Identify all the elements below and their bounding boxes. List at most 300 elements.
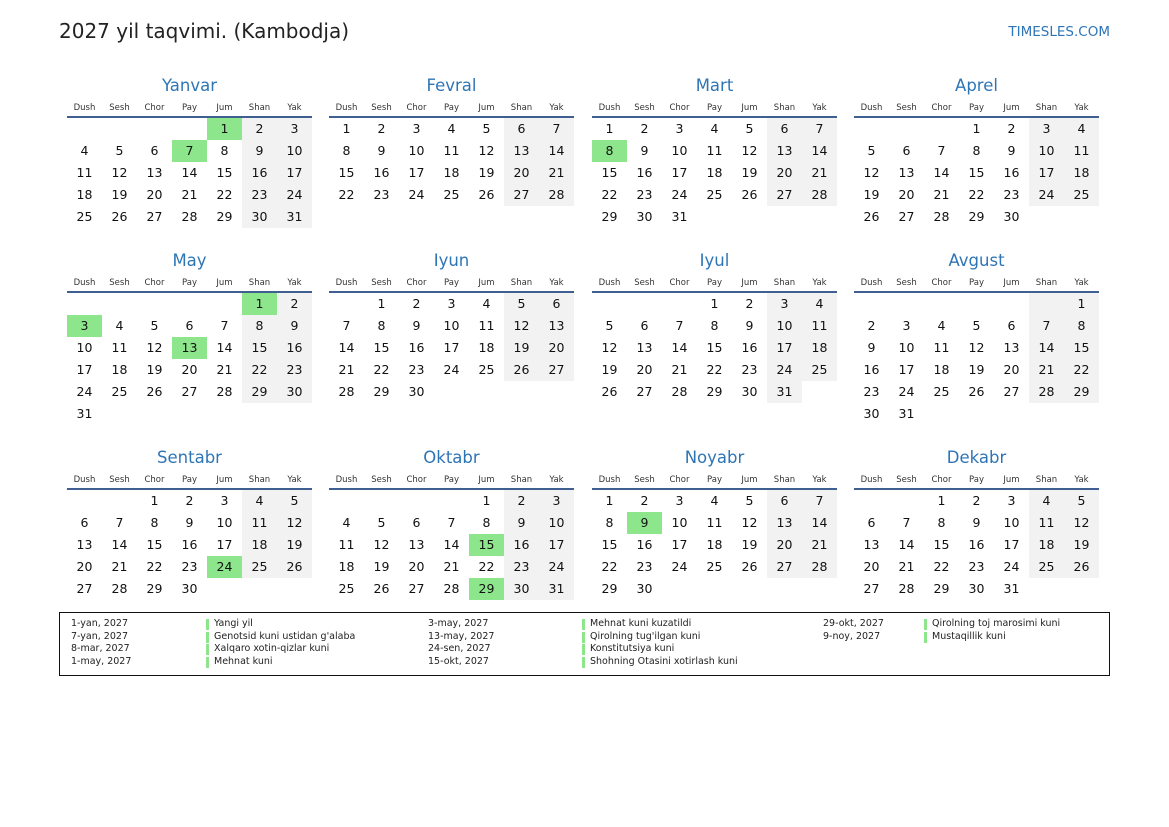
day-cell: 29 (601, 581, 618, 596)
day-cell: 15 (601, 165, 618, 180)
month-calendar (592, 245, 837, 403)
day-cell: 24 (671, 187, 688, 202)
day-cell: 20 (76, 559, 93, 574)
day-cell: 30 (636, 209, 653, 224)
day-cell: 12 (277, 512, 312, 534)
month-calendar (67, 442, 312, 600)
empty-cell (732, 578, 767, 600)
day-cell: 8 (605, 515, 614, 530)
empty-cell (767, 578, 802, 600)
day-cell: 2 (640, 493, 649, 508)
day-cell: 16 (968, 537, 985, 552)
day-cell: 24 (767, 359, 802, 381)
day-cell: 30 (242, 206, 277, 228)
week-row (854, 512, 1099, 534)
day-cell: 4 (1029, 490, 1064, 512)
empty-cell (137, 293, 172, 315)
month-name: Mart (695, 76, 734, 95)
holiday-date: 3-may, 2027 (428, 618, 489, 629)
holiday-name: Mehnat kuni kuzatildi (582, 618, 691, 631)
day-cell: 12 (863, 165, 880, 180)
weekday-label: Jum (478, 278, 495, 288)
empty-cell (1029, 403, 1064, 425)
day-cell: 30 (408, 384, 425, 399)
day-cell: 22 (706, 362, 723, 377)
day-cell: 20 (408, 559, 425, 574)
holiday-date: 7-yan, 2027 (71, 630, 128, 642)
day-cell: 14 (443, 537, 460, 552)
week-row (592, 140, 837, 162)
day-cell: 14 (671, 340, 688, 355)
day-cell: 7 (802, 490, 837, 512)
day-cell: 10 (443, 318, 460, 333)
day-cell: 9 (1007, 143, 1016, 158)
holiday-date: 1-may, 2027 (71, 656, 132, 668)
empty-cell (102, 118, 137, 140)
day-cell: 13 (504, 140, 539, 162)
day-cell: 10 (671, 143, 688, 158)
weekday-label: Dush (860, 278, 883, 288)
empty-cell (959, 293, 994, 315)
week-row (592, 359, 837, 381)
day-cell: 9 (972, 515, 981, 530)
day-cell: 26 (146, 384, 163, 399)
day-cell: 25 (1029, 556, 1064, 578)
day-cell: 15 (706, 340, 723, 355)
day-cell: 18 (76, 187, 93, 202)
day-cell: 25 (338, 581, 355, 596)
day-cell: 6 (185, 318, 194, 333)
weekday-label: Sesh (371, 103, 392, 113)
day-cell: 31 (767, 381, 802, 403)
day-cell: 16 (242, 162, 277, 184)
day-cell: 20 (146, 187, 163, 202)
weekday-label: Dush (860, 103, 883, 113)
empty-cell (662, 578, 697, 600)
week-row (854, 534, 1099, 556)
day-cell: 21 (443, 559, 460, 574)
day-cell: 23 (373, 187, 390, 202)
day-cell: 7 (902, 515, 911, 530)
weekday-header (854, 275, 1099, 293)
day-cell: 6 (80, 515, 89, 530)
day-cell: 16 (636, 537, 653, 552)
day-cell: 1 (972, 121, 981, 136)
weekday-header (67, 100, 312, 118)
day-cell: 24 (443, 362, 460, 377)
week-row (592, 162, 837, 184)
empty-cell (802, 206, 837, 228)
month-name: Sentabr (157, 448, 222, 467)
weekday-label: Yak (549, 278, 564, 288)
day-cell: 1 (605, 493, 614, 508)
day-cell: 8 (482, 515, 491, 530)
day-cell: 9 (412, 318, 421, 333)
weekday-label: Shan (510, 475, 533, 485)
day-cell: 10 (671, 515, 688, 530)
day-cell: 29 (373, 384, 390, 399)
week-row (592, 118, 837, 140)
week-row (854, 184, 1099, 206)
weekday-header (592, 275, 837, 293)
day-cell: 3 (539, 490, 574, 512)
day-cell: 7 (115, 515, 124, 530)
day-cell: 15 (146, 537, 163, 552)
weekday-label: Chor (931, 278, 952, 288)
empty-cell (504, 381, 539, 403)
week-row (592, 293, 837, 315)
day-cell: 4 (242, 490, 277, 512)
day-cell: 2 (412, 296, 421, 311)
day-cell: 21 (671, 362, 688, 377)
day-cell: 16 (181, 537, 198, 552)
day-cell: 19 (741, 537, 758, 552)
day-cell: 8 (220, 143, 229, 158)
day-cell: 2 (1007, 121, 1016, 136)
day-cell: 11 (111, 340, 128, 355)
day-cell: 1 (377, 296, 386, 311)
day-cell: 9 (745, 318, 754, 333)
holiday-name: Qirolning tug'ilgan kuni (582, 631, 700, 644)
day-cell: 28 (898, 581, 915, 596)
weekday-label: Yak (287, 103, 302, 113)
day-cell: 8 (150, 515, 159, 530)
weekday-label: Chor (406, 278, 427, 288)
day-cell: 16 (741, 340, 758, 355)
day-cell: 2 (377, 121, 386, 136)
weekday-label: Dush (73, 278, 96, 288)
day-cell: 3 (902, 318, 911, 333)
day-cell: 28 (671, 384, 688, 399)
day-cell: 19 (741, 165, 758, 180)
day-cell: 8 (1064, 315, 1099, 337)
day-cell: 13 (898, 165, 915, 180)
empty-cell (802, 381, 837, 403)
day-cell: 25 (443, 187, 460, 202)
weekday-label: Jum (1003, 103, 1020, 113)
day-cell: 13 (408, 537, 425, 552)
day-cell: 18 (706, 165, 723, 180)
empty-cell (627, 293, 662, 315)
day-cell: 25 (76, 209, 93, 224)
week-row (329, 118, 574, 140)
day-cell: 21 (111, 559, 128, 574)
month-name: May (172, 251, 207, 270)
empty-cell (67, 118, 102, 140)
day-cell: 1 (482, 493, 491, 508)
day-cell: 19 (863, 187, 880, 202)
day-cell: 26 (504, 359, 539, 381)
weekday-label: Jum (741, 103, 758, 113)
holiday-day-cell: 8 (592, 140, 627, 162)
month-calendar (329, 442, 574, 600)
empty-cell (994, 293, 1029, 315)
day-cell: 10 (767, 315, 802, 337)
week-row (329, 315, 574, 337)
month-name: Dekabr (946, 448, 1007, 467)
day-cell: 17 (1003, 537, 1020, 552)
day-cell: 18 (706, 537, 723, 552)
empty-cell (1064, 578, 1099, 600)
holiday-date: 1-yan, 2027 (71, 618, 128, 629)
week-row (67, 490, 312, 512)
day-cell: 12 (741, 515, 758, 530)
day-cell: 17 (767, 337, 802, 359)
weekday-label: Dush (335, 103, 358, 113)
month-calendar (67, 70, 312, 228)
day-cell: 17 (898, 362, 915, 377)
day-cell: 28 (802, 556, 837, 578)
day-cell: 28 (181, 209, 198, 224)
holiday-day-cell: 9 (627, 512, 662, 534)
empty-cell (137, 118, 172, 140)
weekday-label: Pay (969, 475, 984, 485)
day-cell: 5 (1064, 490, 1099, 512)
day-cell: 27 (767, 556, 802, 578)
weekday-label: Jum (478, 103, 495, 113)
day-cell: 27 (504, 184, 539, 206)
day-cell: 10 (277, 140, 312, 162)
empty-cell (732, 206, 767, 228)
day-cell: 2 (745, 296, 754, 311)
weekday-label: Pay (182, 103, 197, 113)
weekday-label: Pay (182, 278, 197, 288)
day-cell: 3 (1007, 493, 1016, 508)
day-cell: 19 (1064, 534, 1099, 556)
day-cell: 29 (601, 209, 618, 224)
day-cell: 28 (111, 581, 128, 596)
day-cell: 26 (111, 209, 128, 224)
month-name: Iyul (699, 251, 730, 270)
day-cell: 25 (478, 362, 495, 377)
weekday-label: Yak (1074, 475, 1089, 485)
day-cell: 14 (898, 537, 915, 552)
day-cell: 15 (933, 537, 950, 552)
day-cell: 12 (741, 143, 758, 158)
day-cell: 17 (216, 537, 233, 552)
holiday-name: Yangi yil (206, 618, 253, 631)
empty-cell (1064, 403, 1099, 425)
weekday-label: Pay (707, 475, 722, 485)
day-cell: 20 (1003, 362, 1020, 377)
day-cell: 23 (277, 359, 312, 381)
week-row (854, 381, 1099, 403)
month-name: Avgust (948, 251, 1005, 270)
empty-cell (329, 490, 364, 512)
month-calendar (329, 245, 574, 403)
day-cell: 20 (898, 187, 915, 202)
week-row (67, 381, 312, 403)
day-cell: 19 (504, 337, 539, 359)
day-cell: 22 (601, 187, 618, 202)
day-cell: 17 (671, 537, 688, 552)
day-cell: 26 (1064, 556, 1099, 578)
day-cell: 29 (1064, 381, 1099, 403)
day-cell: 15 (373, 340, 390, 355)
week-row (329, 162, 574, 184)
day-cell: 26 (478, 187, 495, 202)
weekday-label: Shan (248, 103, 271, 113)
weekday-label: Dush (598, 475, 621, 485)
holiday-date: 24-sen, 2027 (428, 643, 491, 655)
week-row (854, 337, 1099, 359)
day-cell: 23 (863, 384, 880, 399)
day-cell: 12 (968, 340, 985, 355)
weekday-label: Shan (1035, 278, 1058, 288)
week-row (329, 337, 574, 359)
day-cell: 5 (115, 143, 124, 158)
day-cell: 24 (277, 184, 312, 206)
day-cell: 20 (767, 534, 802, 556)
day-cell: 11 (933, 340, 950, 355)
day-cell: 27 (181, 384, 198, 399)
day-cell: 11 (76, 165, 93, 180)
day-cell: 2 (185, 493, 194, 508)
day-cell: 5 (605, 318, 614, 333)
day-cell: 27 (1003, 384, 1020, 399)
day-cell: 10 (76, 340, 93, 355)
day-cell: 2 (504, 490, 539, 512)
day-cell: 9 (504, 512, 539, 534)
week-row (329, 359, 574, 381)
holiday-name: Mehnat kuni (206, 656, 273, 669)
holiday-name: Qirolning toj marosimi kuni (924, 618, 1060, 631)
day-cell: 26 (277, 556, 312, 578)
weekday-header (67, 275, 312, 293)
day-cell: 6 (150, 143, 159, 158)
day-cell: 29 (933, 581, 950, 596)
weekday-label: Sesh (634, 103, 655, 113)
weekday-label: Sesh (896, 278, 917, 288)
day-cell: 23 (636, 559, 653, 574)
day-cell: 5 (745, 493, 754, 508)
empty-cell (399, 490, 434, 512)
day-cell: 22 (1064, 359, 1099, 381)
day-cell: 11 (338, 537, 355, 552)
day-cell: 11 (1029, 512, 1064, 534)
day-cell: 30 (1003, 209, 1020, 224)
day-cell: 31 (76, 406, 93, 421)
weekday-label: Jum (216, 278, 233, 288)
day-cell: 31 (898, 406, 915, 421)
day-cell: 6 (767, 490, 802, 512)
empty-cell (469, 381, 504, 403)
weekday-label: Sesh (896, 475, 917, 485)
weekday-label: Yak (812, 475, 827, 485)
day-cell: 31 (539, 578, 574, 600)
day-cell: 19 (111, 187, 128, 202)
day-cell: 23 (1003, 187, 1020, 202)
weekday-label: Sesh (109, 103, 130, 113)
day-cell: 24 (76, 384, 93, 399)
day-cell: 25 (706, 559, 723, 574)
weekday-label: Shan (1035, 475, 1058, 485)
day-cell: 24 (1029, 184, 1064, 206)
day-cell: 10 (1003, 515, 1020, 530)
day-cell: 2 (242, 118, 277, 140)
day-cell: 14 (1029, 337, 1064, 359)
day-cell: 30 (863, 406, 880, 421)
day-cell: 5 (277, 490, 312, 512)
day-cell: 21 (933, 187, 950, 202)
day-cell: 23 (968, 559, 985, 574)
day-cell: 25 (933, 384, 950, 399)
day-cell: 1 (1064, 293, 1099, 315)
holiday-name: Genotsid kuni ustidan g'alaba (206, 631, 355, 644)
day-cell: 23 (181, 559, 198, 574)
week-row (329, 293, 574, 315)
day-cell: 8 (377, 318, 386, 333)
week-row (592, 578, 837, 600)
empty-cell (277, 403, 312, 425)
empty-cell (889, 293, 924, 315)
month-calendar (854, 70, 1099, 228)
day-cell: 17 (76, 362, 93, 377)
day-cell: 14 (539, 140, 574, 162)
day-cell: 5 (972, 318, 981, 333)
day-cell: 7 (342, 318, 351, 333)
day-cell: 7 (1029, 315, 1064, 337)
day-cell: 6 (640, 318, 649, 333)
week-row (67, 293, 312, 315)
weekday-label: Chor (931, 103, 952, 113)
empty-cell (434, 490, 469, 512)
month-calendar (592, 70, 837, 228)
month-name: Iyun (433, 251, 470, 270)
day-cell: 2 (867, 318, 876, 333)
weekday-label: Shan (773, 475, 796, 485)
weekday-header (854, 100, 1099, 118)
day-cell: 22 (338, 187, 355, 202)
weekday-label: Jum (216, 103, 233, 113)
day-cell: 23 (408, 362, 425, 377)
holiday-day-cell: 3 (67, 315, 102, 337)
holiday-day-cell: 15 (469, 534, 504, 556)
site-link[interactable]: TIMESLES.COM (1008, 24, 1110, 40)
month-calendar (854, 442, 1099, 600)
day-cell: 21 (1029, 359, 1064, 381)
day-cell: 6 (767, 118, 802, 140)
day-cell: 29 (146, 581, 163, 596)
day-cell: 26 (741, 187, 758, 202)
day-cell: 15 (242, 337, 277, 359)
day-cell: 29 (242, 381, 277, 403)
day-cell: 28 (1029, 381, 1064, 403)
week-row (329, 490, 574, 512)
day-cell: 13 (539, 315, 574, 337)
day-cell: 16 (277, 337, 312, 359)
day-cell: 8 (972, 143, 981, 158)
day-cell: 3 (412, 121, 421, 136)
day-cell: 27 (146, 209, 163, 224)
week-row (67, 359, 312, 381)
day-cell: 12 (373, 537, 390, 552)
empty-cell (697, 206, 732, 228)
empty-cell (364, 490, 399, 512)
empty-cell (767, 206, 802, 228)
day-cell: 23 (504, 556, 539, 578)
week-row (592, 534, 837, 556)
empty-cell (854, 293, 889, 315)
week-row (854, 359, 1099, 381)
day-cell: 13 (636, 340, 653, 355)
empty-cell (172, 118, 207, 140)
day-cell: 30 (504, 578, 539, 600)
day-cell: 18 (802, 337, 837, 359)
empty-cell (1029, 578, 1064, 600)
day-cell: 17 (443, 340, 460, 355)
month-name: Yanvar (161, 76, 218, 95)
